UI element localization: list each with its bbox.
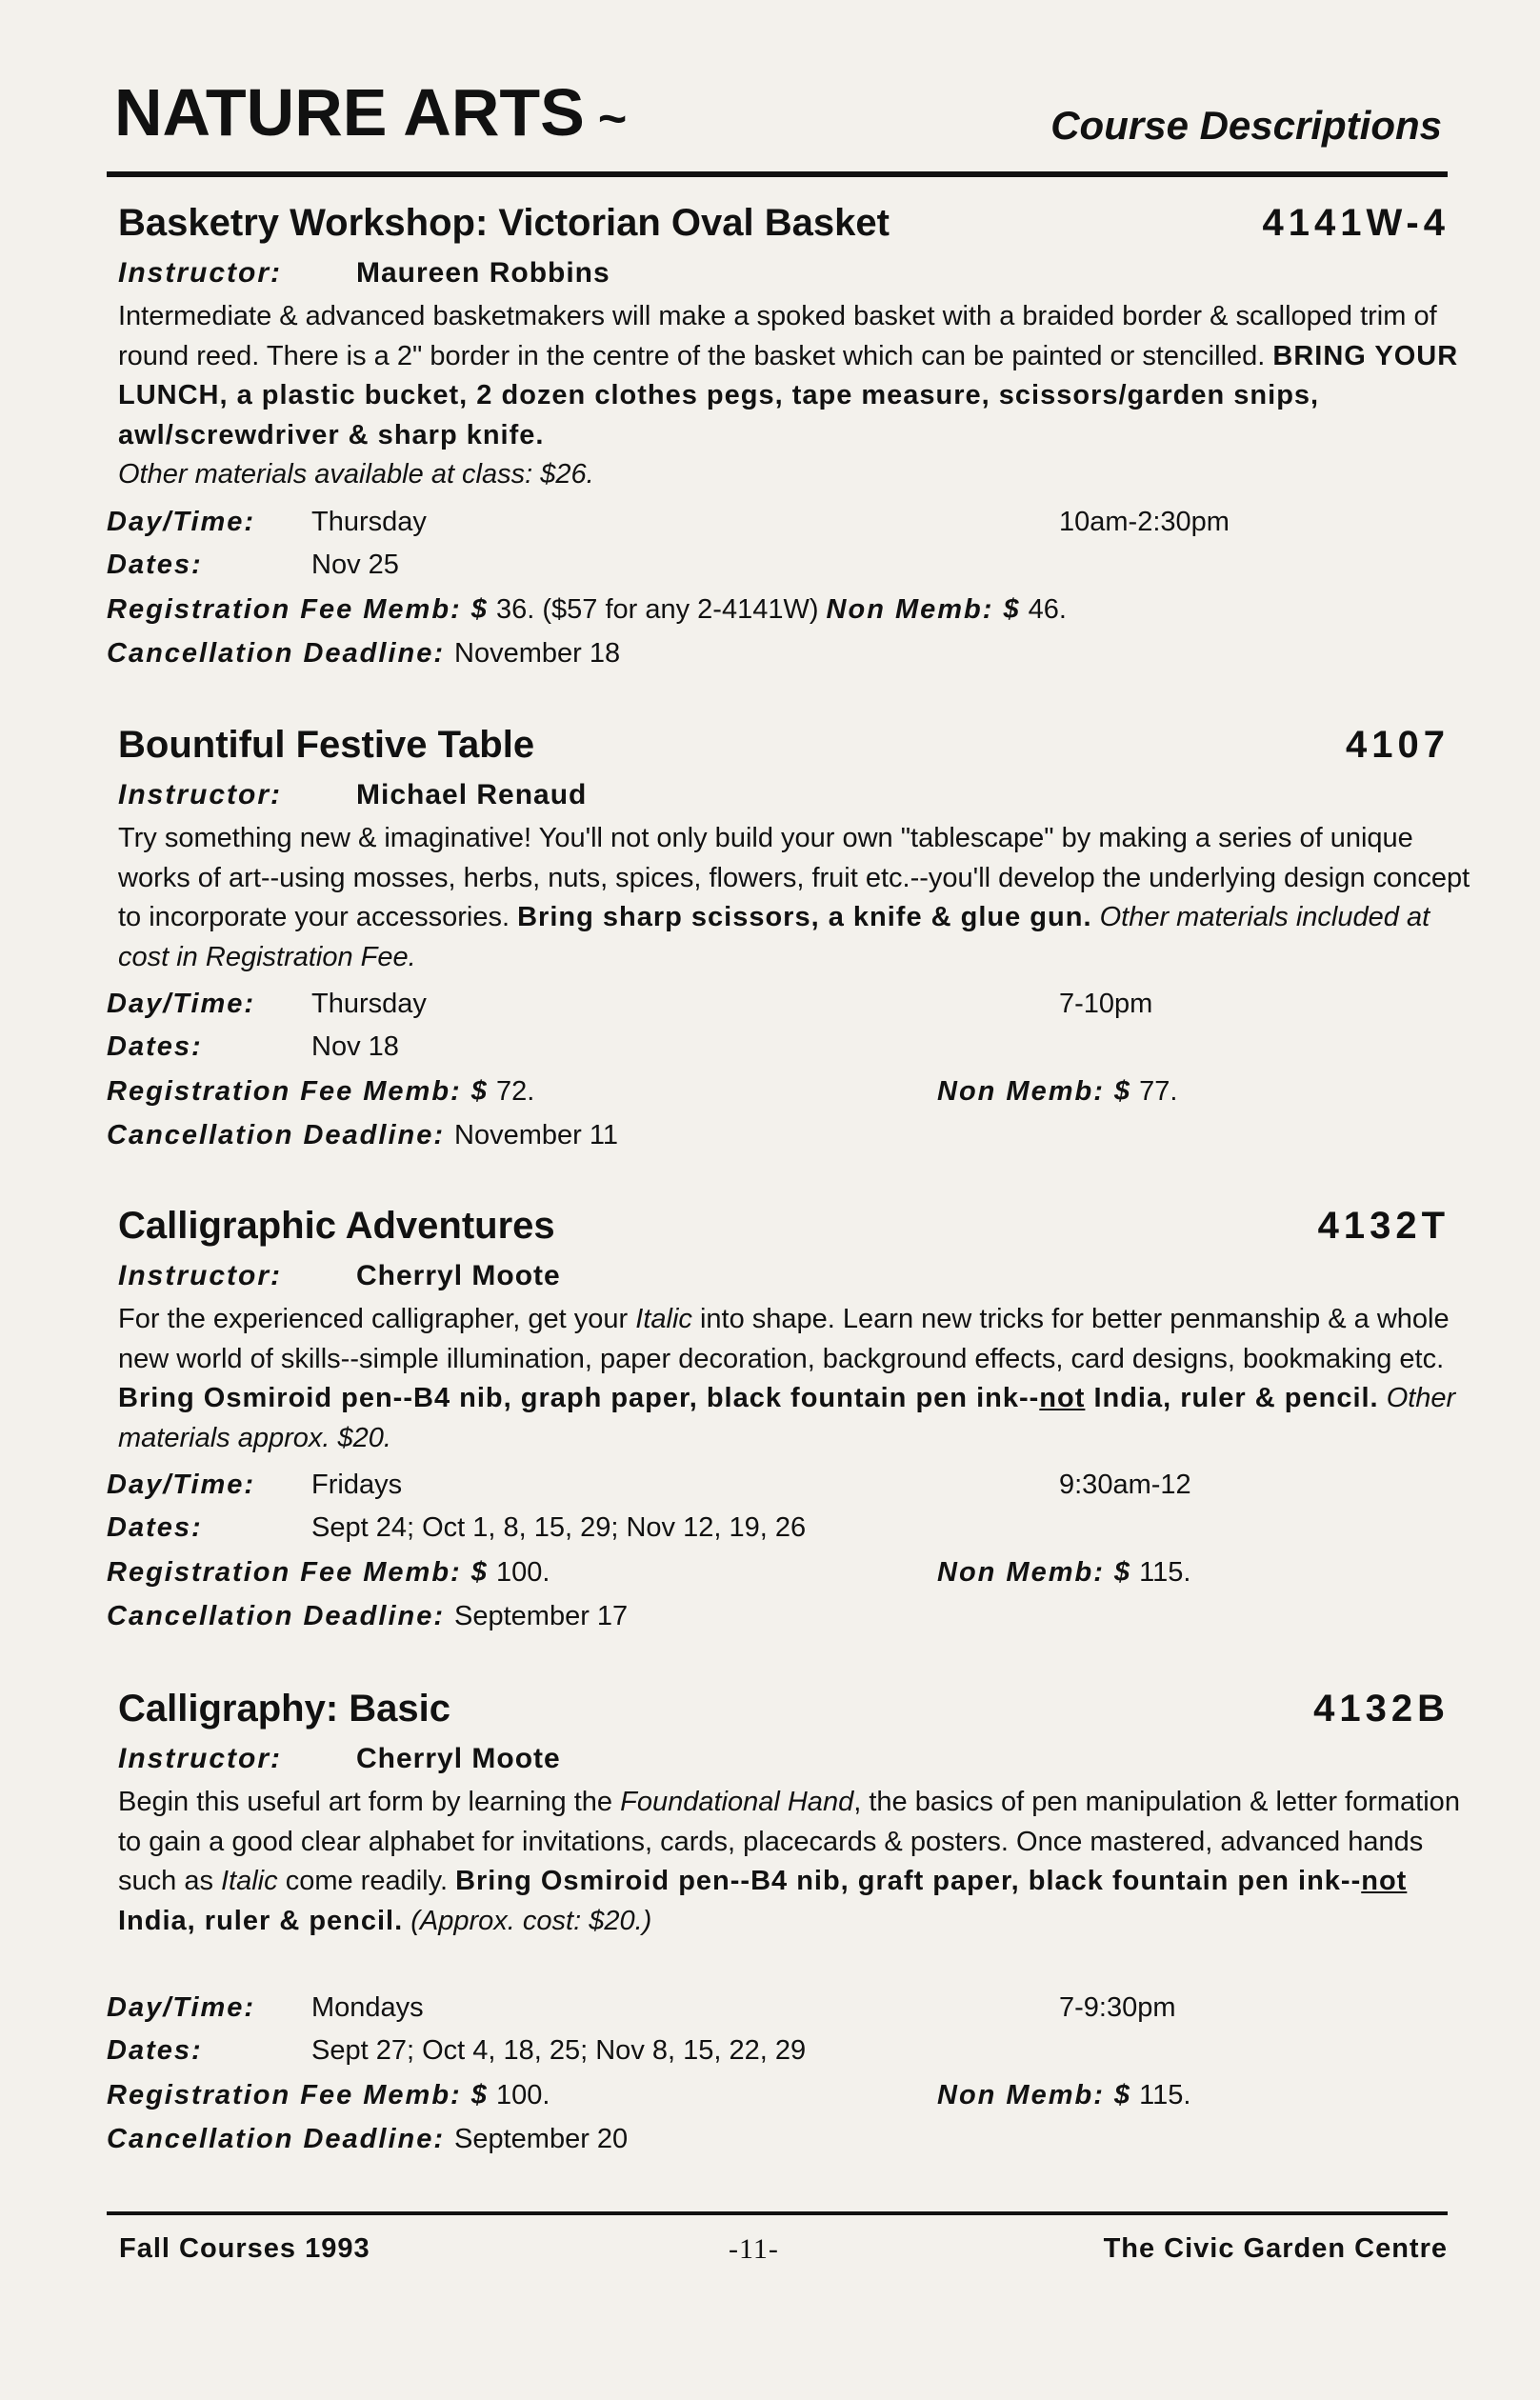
course-code: 4132B [1313,1688,1450,1730]
page-header [114,74,1442,179]
dates-value: Sept 24; Oct 1, 8, 15, 29; Nov 12, 19, 26 [311,1512,807,1543]
footer-season: Fall Courses 1993 [119,2233,370,2264]
course-description: Try something new & imaginative! You'll not only build your own "tablescape" by making a series of unique works of art--using mosses, herbs, nuts, spices, flowers, fruit etc.--you'll develop the underlying design concept to incorporate your accessories. Bring sharp scissors, a knife & glue gun. Other materials included at cost in Registration Fee. [118,823,1470,972]
fee-non-value: 115. [1139,1557,1191,1588]
day-value: Thursday [311,989,427,1019]
day-value: Mondays [311,1992,424,2023]
course-description: For the experienced calligrapher, get your Italic into shape. Learn new tricks for better penmanship & a whole new world of skills--simple illumination, paper decoration, background effects, card designs, bookmaking etc. Bring Osmiroid pen--B4 nib, graph paper, black fountain pen ink--not India, ruler & pencil. Other materials approx. $20. [118,1304,1456,1453]
fee-memb-value: 100. [495,2080,550,2110]
page-footer [119,2233,1448,2271]
deadline-value: September 20 [454,2124,629,2154]
cancellation-row: Cancellation Deadline: November 11 [107,1120,618,1150]
page-subtitle: Course Descriptions [1050,103,1442,148]
instructor-line [118,1260,561,1292]
course-description: Intermediate & advanced basketmakers will make a spoked basket with a braided border & scalloped trim of round reed. There is a 2" border in the centre of the basket which can be painted or stencilled. BRING YOUR LUNCH, a plastic bucket, 2 dozen clothes pegs, tape measure, scissors/garden snips, awl/screwdriver & sharp knife. Other materials available at class: $26. [118,301,1459,490]
footer-organization: The Civic Garden Centre [1103,2233,1448,2264]
fee-non-value: 115. [1139,2080,1191,2110]
daytime-row: Day/Time: Thursday 7-10pm [107,989,1153,1019]
course-code: 4107 [1346,724,1450,766]
dates-row: Dates: Nov 25 [107,550,399,580]
day-value: Fridays [311,1470,403,1500]
daytime-row: Day/Time: Mondays 7-9:30pm [107,1992,1176,2023]
time-value: 10am-2:30pm [1059,507,1230,537]
fee-row: Registration Fee Memb: $ 72. Non Memb: $ 77. [107,1076,1178,1107]
instructor-label: Instructor: [118,1743,282,1774]
dates-row: Dates: Sept 24; Oct 1, 8, 15, 29; Nov 12, 19, 26 [107,1512,807,1543]
title-tilde: ~ [597,91,628,147]
fee-memb-value: 100. [495,1557,550,1588]
fee-row: Registration Fee Memb: $ 100. Non Memb: $ 115. [107,1557,1191,1588]
instructor-line [118,1743,561,1775]
fee-row: Registration Fee Memb: $ 36. ($57 for any 2-4141W) Non Memb: $ 46. [107,594,1067,625]
fee-non-value: 77. [1139,1076,1178,1107]
course-title: Calligraphy: Basic [118,1688,451,1730]
fee-row: Registration Fee Memb: $ 100. Non Memb: $ 115. [107,2080,1191,2110]
instructor-name: Maureen Robbins [356,257,610,289]
header-divider [107,171,1448,177]
time-value: 9:30am-12 [1059,1470,1191,1500]
dates-row: Dates: Nov 18 [107,1031,399,1062]
instructor-name: Cherryl Moote [356,1260,561,1291]
daytime-row: Day/Time: Thursday 10am-2:30pm [107,507,1230,537]
cancellation-row: Cancellation Deadline: September 20 [107,2124,629,2154]
course-description: Begin this useful art form by learning the Foundational Hand, the basics of pen manipulation & letter formation to gain a good clear alphabet for invitations, cards, placecards & posters. Once mastered, advanced hands such as Italic come readily. Bring Osmiroid pen--B4 nib, graft paper, black fountain pen ink--not India, ruler & pencil. (Approx. cost: $20.) [118,1787,1460,1936]
instructor-name: Cherryl Moote [356,1743,561,1774]
instructor-line [118,779,588,811]
instructor-label: Instructor: [118,779,282,810]
time-value: 7-9:30pm [1059,1992,1176,2023]
deadline-value: September 17 [454,1601,629,1631]
dates-value: Nov 25 [311,550,399,580]
dates-value: Nov 18 [311,1031,399,1062]
course-title: Calligraphic Adventures [118,1205,555,1247]
course-code: 4141W-4 [1262,202,1450,244]
daytime-row: Day/Time: Fridays 9:30am-12 [107,1470,1191,1500]
time-value: 7-10pm [1059,989,1153,1019]
page-title: NATURE ARTS ~ [114,75,628,150]
instructor-label: Instructor: [118,1260,282,1291]
page-number: -11- [729,2233,779,2265]
deadline-value: November 18 [454,638,621,669]
course-title: Basketry Workshop: Victorian Oval Basket [118,202,890,244]
dates-row: Dates: Sept 27; Oct 4, 18, 25; Nov 8, 15, 22, 29 [107,2035,807,2066]
fee-non-value: 46. [1028,594,1067,625]
cancellation-row: Cancellation Deadline: November 18 [107,638,621,669]
deadline-value: November 11 [454,1120,618,1150]
fee-memb-value: 72. [495,1076,535,1107]
instructor-label: Instructor: [118,257,282,289]
fee-memb-value: 36. ($57 for any 2-4141W) [495,594,819,625]
course-title: Bountiful Festive Table [118,724,535,766]
instructor-line [118,257,610,290]
course-code: 4132T [1317,1205,1450,1247]
footer-divider [107,2211,1448,2215]
instructor-name: Michael Renaud [356,779,588,810]
cancellation-row: Cancellation Deadline: September 17 [107,1601,629,1631]
dates-value: Sept 27; Oct 4, 18, 25; Nov 8, 15, 22, 29 [311,2035,807,2066]
day-value: Thursday [311,507,427,537]
